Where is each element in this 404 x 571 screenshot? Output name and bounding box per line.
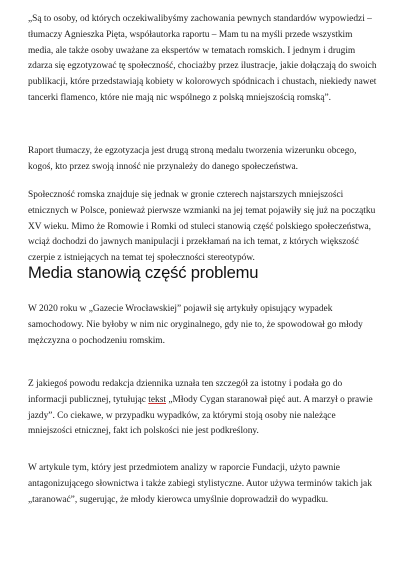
- paragraph-vocabulary: W artykule tym, który jest przedmiotem analizy w raporcie Fundacji, użyto pawnie antagonizującego słownictwa i także zabiegi stylistyczne. Autor używa terminów takich jak „taranować”, sugerując, że młody kierowca umyślnie doprowadził do wypadku.: [28, 463, 372, 505]
- paragraph-headline-text-1: Z jakiegoś powodu redakcja dziennika uznała ten szczegół za istotny i podała go do informacji publicznej, tytułując: [28, 379, 343, 405]
- paragraph-gazeta: W 2020 roku w „Gazecie Wrocławskiej” pojawił się artykuły opisujący wypadek samochodowy. Nie byłoby w nim nic oryginalnego, gdy nie to, że spowodował go młody mężczyzna o pochodzeniu romskim.: [28, 304, 363, 346]
- paragraph-headline-text-2: „Młody Cygan staranował pięć aut. A marzył o prawie jazdy”. Co ciekawe, w przypadku wypadków, za którymi stoją osoby nie należące mniejszości etnicznej, fakt ich polskości nie jest podkreślony.: [28, 394, 373, 437]
- article-link[interactable]: tekst: [148, 394, 166, 405]
- paragraph-exotization: Raport tłumaczy, że egzotyzacja jest drugą stroną medalu tworzenia wizerunku obcego, kogoś, kto przez swoją inność nie przynależy do danego społeczeństwa.: [28, 146, 357, 172]
- section-heading: Media stanowią część problemu: [28, 263, 259, 282]
- paragraph-quote: „Są to osoby, od których oczekiwalibyśmy zachowania pewnych standardów wypowiedzi – tłumaczy Agnieszka Pięta, współautorka raportu – Mam tu na myśli przede wszystkim media, ale także osoby uważane za ekspertów w tematach romskich. I jednym i drugim zdarza się egzotyzować tę społeczność, chociażby przez ilustracje, jakie dołączają do swoich publikacji, które przedstawiają kobiety w kolorowych spódnicach i chustach, niekiedy nawet tancerki flamenco, które nie mają nic wspólnego z polską mniejszością romską”.: [28, 14, 377, 103]
- paragraph-history: Społeczność romska znajduje się jednak w gronie czterech najstarszych mniejszości etnicznych w Polsce, ponieważ pierwsze wzmianki na jej temat pojawiły się już na początku XV wieku. Mimo że Romowie i Romki od stuleci stanowią część polskiego społeczeństwa, wciąż dochodzi do jawnych manipulacji i przekłamań na ich temat, z których większość czerpie z istniejących na temat tej społeczności stereotypów.: [28, 190, 376, 264]
- paragraph-headline: [28, 377, 378, 440]
